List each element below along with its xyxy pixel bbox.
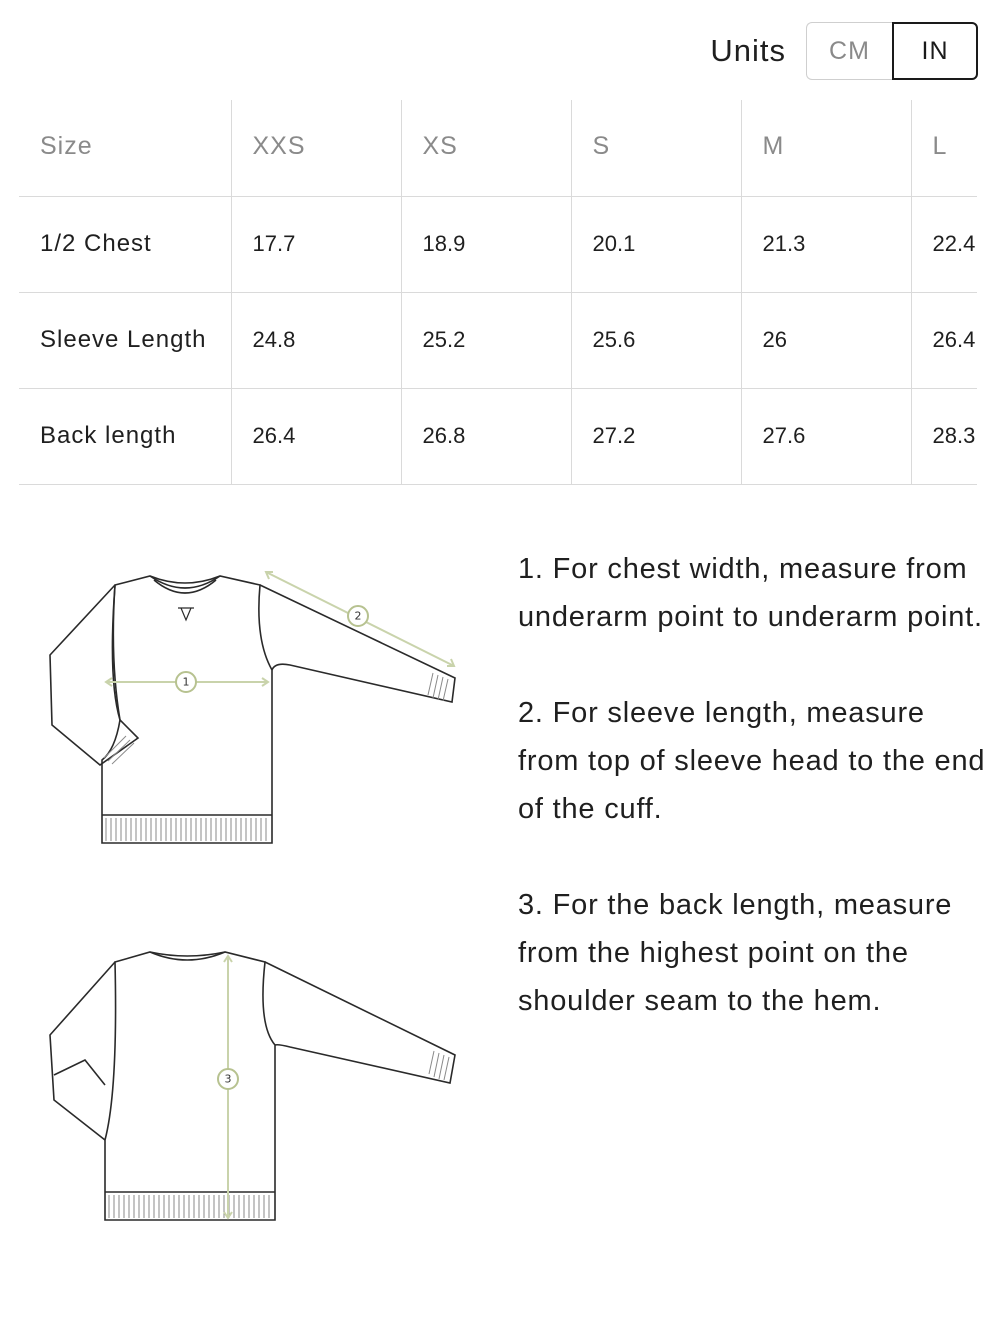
header-size-xxs: XXS [231,100,401,196]
table-cell: 18.9 [401,196,571,292]
instruction-chest: 1. For chest width, measure from underarm point to underarm point. [518,553,983,633]
row-label-chest: 1/2 Chest [19,196,231,292]
table-cell: 20.1 [571,196,741,292]
unit-in-button[interactable]: IN [892,22,978,80]
header-size-label: Size [19,100,231,196]
svg-text:1: 1 [182,675,190,689]
table-cell: 26.8 [401,388,571,484]
table-cell: 28.3 [911,388,977,484]
marker-2 [348,606,368,626]
table-cell: 26.4 [911,292,977,388]
table-row [19,196,977,292]
marker-1 [176,672,196,692]
svg-text:2: 2 [354,609,362,623]
unit-cm-button[interactable]: CM [806,22,892,80]
measurement-instructions [518,545,988,1073]
table-cell: 17.7 [231,196,401,292]
header-size-xs: XS [401,100,571,196]
table-row [19,388,977,484]
instruction-back: 3. For the back length, measure from the highest point on the shoulder seam to the hem. [518,889,953,1017]
header-size-l: L [911,100,977,196]
table-cell: 26 [741,292,911,388]
size-chart-table [19,100,977,485]
sweater-front-icon [40,560,480,860]
header-size-s: S [571,100,741,196]
table-cell: 21.3 [741,196,911,292]
marker-3 [218,1069,238,1089]
table-cell: 22.4 [911,196,977,292]
row-label-sleeve: Sleeve Length [19,292,231,388]
unit-toggle [806,22,978,80]
table-cell: 27.6 [741,388,911,484]
table-cell: 25.2 [401,292,571,388]
header-size-m: M [741,100,911,196]
units-selector [710,22,978,80]
table-cell: 25.6 [571,292,741,388]
hem-rib [105,1192,275,1218]
instruction-sleeve: 2. For sleeve length, measure from top of sleeve head to the end of the cuff. [518,697,986,825]
table-cell: 26.4 [231,388,401,484]
hem-rib [102,815,272,841]
table-row [19,292,977,388]
units-label: Units [710,33,786,68]
table-cell: 27.2 [571,388,741,484]
table-cell: 24.8 [231,292,401,388]
row-label-back: Back length [19,388,231,484]
table-header-row [19,100,977,196]
svg-text:3: 3 [224,1072,232,1086]
sweater-back-icon [40,940,480,1240]
